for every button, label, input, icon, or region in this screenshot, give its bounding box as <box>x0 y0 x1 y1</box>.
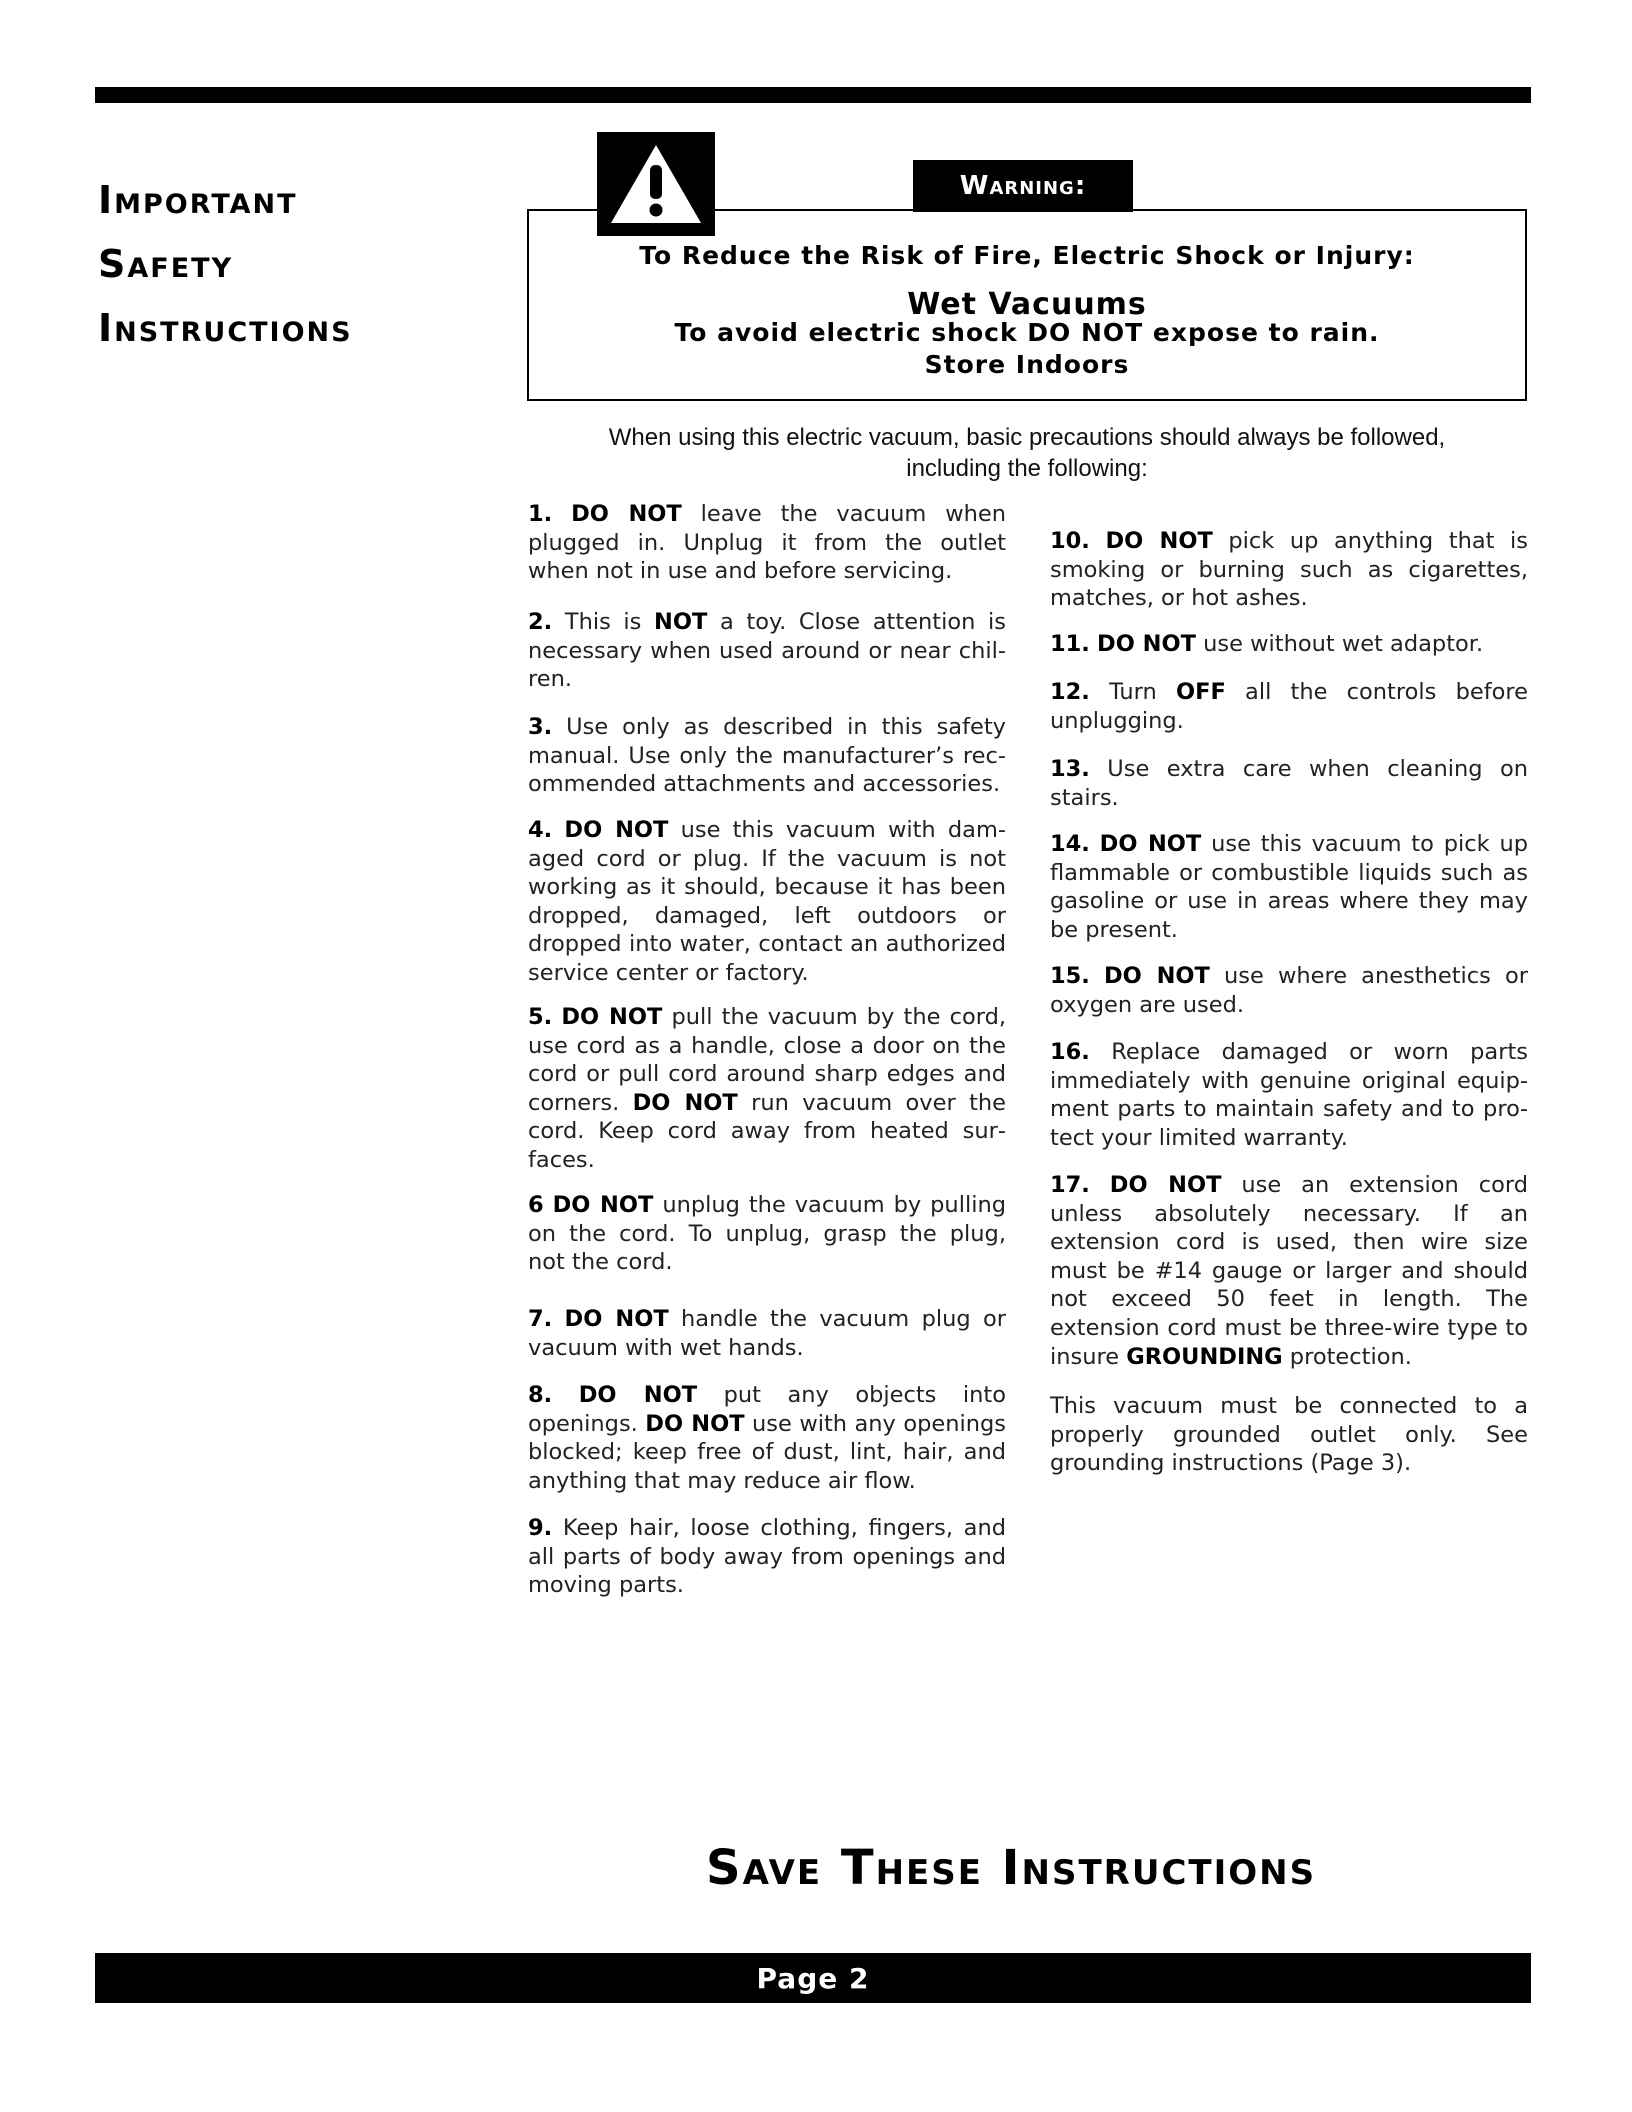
save-instructions-heading: Save These Instructions <box>706 1840 1317 1896</box>
emphasis-text: DO NOT <box>632 1089 738 1116</box>
warning-triangle-icon <box>597 132 715 236</box>
instruction-item-10 <box>1050 527 1528 613</box>
section-title-line-2: Safety <box>98 242 234 286</box>
note-text: This vacuum must be connected to a properly grounded outlet only. See grounding instructions (Page 3). <box>1050 1393 1528 1477</box>
item-text: protection. <box>1289 1343 1412 1370</box>
item-text: run vacuum over the cord. Keep cord away from heated surfaces. <box>528 1089 1007 1173</box>
emphasis-text: DO NOT <box>1105 528 1213 554</box>
item-text: Turn <box>1109 679 1157 705</box>
section-title <box>98 168 458 360</box>
emphasis-text: DO NOT <box>1103 963 1210 989</box>
emphasis-text: DO NOT <box>552 1192 654 1218</box>
instruction-item-15 <box>1050 962 1528 1019</box>
emphasis-text: DO NOT <box>561 1004 663 1030</box>
item-text: Use only as described in this safety manual. Use only the manufacturer’s recommended attachments and accessories. <box>528 714 1006 798</box>
emphasis-text: DO NOT <box>564 1306 669 1332</box>
item-text: pick up anything that is smoking or burning such as cigarettes, matches, or hot ashes. <box>1050 528 1529 612</box>
item-number: 2. <box>528 609 553 635</box>
item-text: This is <box>564 609 642 635</box>
intro-text <box>527 422 1527 484</box>
footer-bar <box>95 1953 1531 2003</box>
emphasis-text: DO NOT <box>564 817 669 843</box>
instruction-item-13 <box>1050 755 1528 812</box>
grounding-note <box>1050 1392 1528 1478</box>
warning-line-rain: To avoid electric shock DO NOT expose to rain. <box>674 318 1380 347</box>
instruction-item-17 <box>1050 1171 1528 1371</box>
instruction-item-1 <box>528 500 1006 586</box>
instruction-item-4 <box>528 816 1006 988</box>
section-title-line-1: Important <box>98 178 298 222</box>
instruction-item-2 <box>528 608 1006 694</box>
item-number: 11. <box>1050 631 1090 657</box>
item-text: Keep hair, loose clothing, fingers, and all parts of body away from openings and moving parts. <box>528 1515 1006 1599</box>
item-text: unplug the vacuum by pulling on the cord. To unplug, grasp the plug, not the cord. <box>528 1192 1006 1276</box>
item-text: use an extension cord unless absolutely necessary. If an extension cord is used, then wire size must be #14 gauge or larger and should not exceed 50 feet in length. The extension cord must be three-wire type to insure <box>1050 1172 1529 1370</box>
item-number: 17. <box>1050 1172 1090 1198</box>
item-number: 16. <box>1050 1039 1090 1065</box>
intro-line-2: including the following: <box>906 455 1148 482</box>
item-text: use without wet adaptor. <box>1203 631 1484 657</box>
emphasis-text: DO NOT <box>645 1410 745 1437</box>
instruction-item-6 <box>528 1191 1006 1277</box>
warning-label: Warning: <box>913 160 1133 212</box>
item-text: a toy. Close attention is necessary when used around or near chilren. <box>528 609 1006 693</box>
item-number: 15. <box>1050 963 1090 989</box>
emphasis-text: DO NOT <box>1109 1172 1222 1198</box>
emphasis-text: DO NOT <box>571 501 682 527</box>
item-text: leave the vacuum when plugged in. Unplug it from the outlet when not in use and before servicing. <box>528 501 1006 585</box>
item-text: use this vacuum to pick up flammable or combustible liquids such as gasoline or use in areas where they may be present. <box>1050 831 1528 943</box>
instruction-item-11 <box>1050 630 1528 659</box>
item-text: Replace damaged or worn parts immediately with genuine original equipment parts to maintain safety and to protect your limited warranty. <box>1050 1039 1528 1151</box>
item-text: pull the vacuum by the cord, use cord as a handle, close a door on the cord or pull cord around sharp edges and corners. <box>528 1004 1007 1116</box>
item-number: 6 <box>528 1192 544 1218</box>
section-title-line-3: Instructions <box>98 306 353 350</box>
item-number: 13. <box>1050 756 1090 782</box>
item-number: 10. <box>1050 528 1090 554</box>
item-number: 14. <box>1050 831 1090 857</box>
item-number: 3. <box>528 714 553 740</box>
instruction-item-14 <box>1050 830 1528 944</box>
emphasis-text: DO NOT <box>1097 631 1196 657</box>
emphasis-text: NOT <box>654 609 708 635</box>
item-number: 1. <box>528 501 553 527</box>
item-text: all the controls before unplugging. <box>1050 679 1528 734</box>
warning-line-store: Store Indoors <box>924 350 1130 379</box>
instruction-item-16 <box>1050 1038 1528 1152</box>
intro-line-1: When using this electric vacuum, basic precautions should always be followed, <box>608 424 1446 451</box>
emphasis-text: DO NOT <box>1099 831 1202 857</box>
item-text: use where anesthetics or oxygen are used. <box>1050 963 1529 1018</box>
emphasis-text: OFF <box>1175 679 1226 705</box>
item-text: put any objects into openings. <box>528 1382 1007 1437</box>
instruction-item-8 <box>528 1381 1006 1495</box>
item-text: Use extra care when cleaning on stairs. <box>1050 756 1528 811</box>
item-number: 8. <box>528 1382 553 1408</box>
warning-risk-line: To Reduce the Risk of Fire, Electric Shock or Injury: <box>639 241 1415 270</box>
item-number: 4. <box>528 817 553 843</box>
warning-heading: Wet Vacuums <box>907 287 1147 322</box>
item-number: 7. <box>528 1306 553 1332</box>
item-text: use with any openings blocked; keep free of dust, lint, hair, and anything that may reduce air flow. <box>528 1410 1007 1494</box>
item-number: 5. <box>528 1004 553 1030</box>
instruction-item-7 <box>528 1305 1006 1362</box>
emphasis-text: DO NOT <box>578 1382 698 1408</box>
instruction-item-3 <box>528 713 1006 799</box>
emphasis-text: GROUNDING <box>1126 1343 1283 1370</box>
item-text: use this vacuum with damaged cord or plug. If the vacuum is not working as it should, because it has been dropped, damaged, left outdoors or dropped into water, contact an authorized service center or factory. <box>528 817 1006 986</box>
item-number: 12. <box>1050 679 1090 705</box>
instruction-item-9 <box>528 1514 1006 1600</box>
page-number: Page 2 <box>756 1961 870 1995</box>
top-rule <box>95 87 1531 103</box>
item-number: 9. <box>528 1515 553 1541</box>
item-text: handle the vacuum plug or vacuum with wet hands. <box>528 1306 1006 1361</box>
instruction-item-12 <box>1050 678 1528 735</box>
instruction-item-5 <box>528 1003 1006 1175</box>
